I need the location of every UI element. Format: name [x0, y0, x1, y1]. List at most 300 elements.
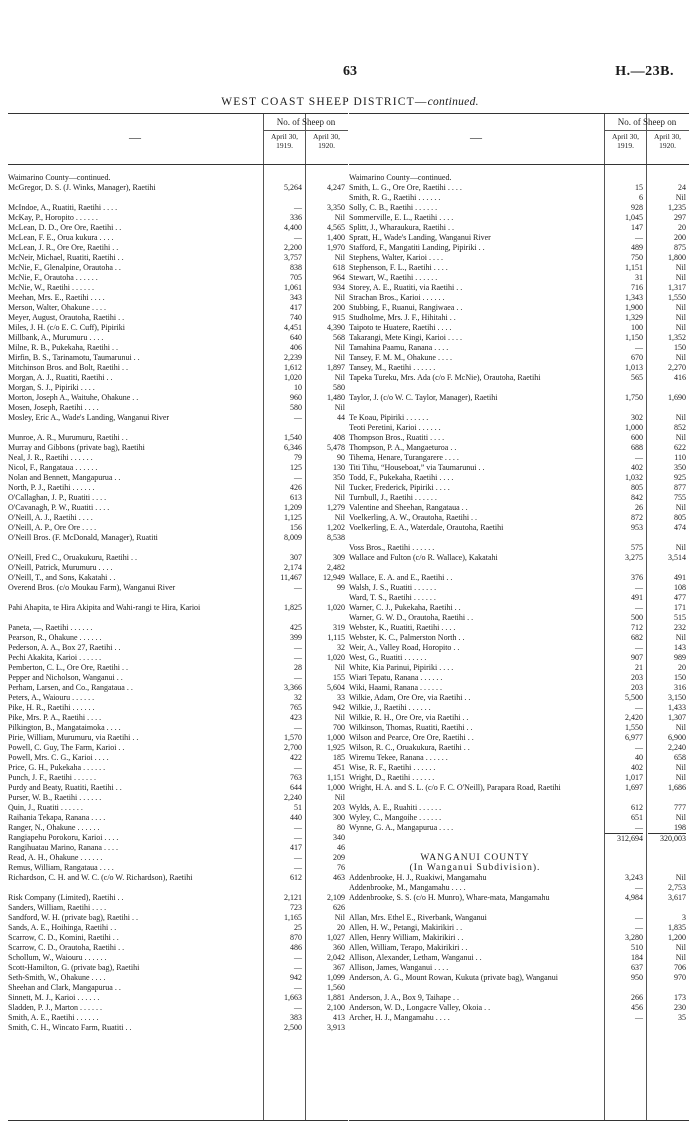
table-row — [8, 983, 348, 993]
sheep-1919: — — [294, 953, 302, 962]
owner-name: Perham, Larsen, and Co., Rangataua . . — [8, 683, 133, 692]
owner-name: O'Neill, A. J., Raetihi . . . . — [8, 513, 93, 522]
table-row — [349, 943, 689, 953]
sheep-1919: 376 — [631, 573, 643, 582]
table-row — [349, 673, 689, 683]
sheep-1920: 1,317 — [668, 283, 686, 292]
sheep-1920: 200 — [333, 303, 345, 312]
sheep-1920: 755 — [674, 493, 686, 502]
sheep-1920: 12,949 — [323, 573, 345, 582]
sheep-1919: 156 — [290, 523, 302, 532]
sheep-1919: 417 — [290, 843, 302, 852]
owner-name: O'Neill, Patrick, Murumuru . . . . — [8, 563, 113, 572]
sheep-1919: 40 — [635, 753, 643, 762]
sheep-1920: Nil — [334, 713, 345, 722]
owner-name: O'Neill, A. P., Ore Ore . . . . — [8, 523, 97, 532]
sheep-1920: 1,020 — [327, 603, 345, 612]
table-row — [8, 253, 348, 263]
sheep-1920: Nil — [334, 213, 345, 222]
table-row — [349, 823, 689, 833]
owner-name: Peters, A., Waiouru . . . . . . — [8, 693, 95, 702]
right-rows — [349, 165, 689, 1023]
sheep-1919: 3,243 — [625, 873, 643, 882]
sheep-1919: 422 — [290, 753, 302, 762]
year-1919-header: April 30, 1919. — [270, 132, 299, 150]
page-number: 63 — [343, 64, 357, 79]
sheep-1920: 1,235 — [668, 203, 686, 212]
table-row — [8, 313, 348, 323]
sheep-1920: 658 — [674, 753, 686, 762]
owner-name: Waimarino County—continued. — [8, 173, 111, 182]
sheep-1920: 6,900 — [668, 733, 686, 742]
sheep-1920: 340 — [333, 833, 345, 842]
sheep-1919: 1,900 — [625, 303, 643, 312]
sheep-1919: 491 — [631, 593, 643, 602]
name-column-header: — — [470, 130, 482, 144]
table-row — [8, 533, 348, 553]
table-row — [349, 483, 689, 493]
sheep-1920: 942 — [333, 703, 345, 712]
table-row — [349, 573, 689, 583]
sheep-1919: 2,121 — [284, 893, 302, 902]
table-row — [349, 423, 689, 433]
table-row — [8, 353, 348, 363]
sheep-1920: 198 — [674, 823, 686, 832]
owner-name: Warner, G. W. D., Orautoha, Raetihi . . — [349, 613, 474, 622]
owner-name: Sandford, W. H. (private bag), Raetihi . . — [8, 913, 138, 922]
table-row — [349, 663, 689, 673]
owner-name: Wright, D., Raetihi . . . . . . — [349, 773, 435, 782]
owner-name: Allison, Alexander, Letham, Wanganui . . — [349, 953, 482, 962]
table-row — [8, 863, 348, 873]
sheep-1920: 491 — [674, 573, 686, 582]
table-row — [349, 1013, 689, 1023]
table-row — [8, 333, 348, 343]
table-row — [8, 653, 348, 663]
owner-name: Weir, A., Valley Road, Horopito . . — [349, 643, 460, 652]
table-row — [349, 193, 689, 203]
owner-name: Te Koau, Pipiriki . . . . . . — [349, 413, 429, 422]
sheep-1919: 805 — [631, 483, 643, 492]
sheep-1920: 20 — [678, 223, 686, 232]
table-row — [349, 253, 689, 263]
sheep-1919: 928 — [631, 203, 643, 212]
table-row — [8, 663, 348, 673]
sheep-1920: 80 — [337, 823, 345, 832]
table-row — [8, 383, 348, 393]
section-heading — [349, 863, 689, 873]
table-row — [8, 823, 348, 833]
table-row — [8, 853, 348, 863]
owner-name: Tamahina Paamu, Ranana . . . . — [349, 343, 449, 352]
table-row — [349, 333, 689, 343]
owner-name: Pirie, William, Murumuru, via Raetihi . . — [8, 733, 139, 742]
owner-name: Turnbull, J., Raetihi . . . . . . — [349, 493, 437, 502]
sheep-1919: 11,467 — [280, 573, 302, 582]
sheep-1920: 350 — [674, 463, 686, 472]
owner-name: Thompson Bros., Ruatiti . . . . — [349, 433, 445, 442]
sheep-1919: 763 — [290, 773, 302, 782]
table-row — [8, 503, 348, 513]
sheep-1919: — — [294, 763, 302, 772]
sheep-count-header: No. of Sheep on — [263, 114, 348, 131]
table-row — [349, 683, 689, 693]
sheep-1919: 712 — [631, 623, 643, 632]
table-row — [8, 403, 348, 413]
sheep-1920: 1,800 — [668, 253, 686, 262]
sheep-1920: 877 — [674, 483, 686, 492]
sheep-1920: 203 — [333, 803, 345, 812]
owner-name: Wilkinson, Thomas, Ruatiti, Raetihi . . — [349, 723, 473, 732]
sheep-1919: 723 — [290, 903, 302, 912]
owner-name: Meyer, August, Orautoha, Raetihi . . — [8, 313, 125, 322]
table-row — [349, 913, 689, 923]
table-row — [349, 503, 689, 513]
sheep-1920: 1,835 — [668, 923, 686, 932]
owner-name: Meehan, Mrs. E., Raetihi . . . . — [8, 293, 105, 302]
owner-name: Wyley, C., Mangoihe . . . . . . — [349, 813, 442, 822]
owner-name: Ranger, N., Ohakune . . . . . . — [8, 823, 100, 832]
sheep-1920: 1,099 — [327, 973, 345, 982]
table-row — [8, 913, 348, 923]
sheep-1920: 1,433 — [668, 703, 686, 712]
table-row — [8, 713, 348, 723]
table-row — [349, 263, 689, 273]
sheep-1920: 1,560 — [327, 983, 345, 992]
table-row — [349, 623, 689, 633]
sheep-1920: 185 — [333, 753, 345, 762]
sheep-1919: 383 — [290, 1013, 302, 1022]
sheep-1920: 934 — [333, 283, 345, 292]
sheep-1920: 319 — [333, 623, 345, 632]
table-header — [349, 114, 689, 165]
sheep-1920: 230 — [674, 1003, 686, 1012]
table-row — [349, 463, 689, 473]
owner-name: Read, A. H., Ohakune . . . . . . — [8, 853, 103, 862]
table-row — [8, 493, 348, 503]
owner-name: Richardson, C. H. and W. C. (c/o W. Richardson), Raetihi — [8, 873, 193, 882]
sheep-1919: 1,045 — [625, 213, 643, 222]
sheep-1920: Nil — [675, 953, 686, 962]
table-row — [349, 313, 689, 323]
sheep-1920: Nil — [334, 293, 345, 302]
owner-name: Thompson, P. A., Mangaeturoa . . — [349, 443, 457, 452]
sheep-1919: 423 — [290, 713, 302, 722]
table-row — [349, 393, 689, 413]
sheep-1920: 1,897 — [327, 363, 345, 372]
owner-name: Allison, James, Wanganui . . . . — [349, 963, 449, 972]
sheep-1920: 309 — [333, 553, 345, 562]
sheep-1920: 110 — [674, 453, 686, 462]
sheep-1920: 297 — [674, 213, 686, 222]
sheep-1920: 2,109 — [327, 893, 345, 902]
sheep-1920: 367 — [333, 963, 345, 972]
sheep-1920: 4,247 — [327, 183, 345, 192]
sheep-1919: 4,451 — [284, 323, 302, 332]
sheep-1919: 765 — [290, 703, 302, 712]
owner-name: Smith, L. G., Ore Ore, Raetihi . . . . — [349, 183, 462, 192]
owner-name: Tansey, F. M. M., Ohakune . . . . — [349, 353, 452, 362]
owner-name: Stephenson, F. L., Raetihi . . . . — [349, 263, 448, 272]
sheep-1919: — — [635, 233, 643, 242]
table-row — [349, 803, 689, 813]
sheep-1919: 2,500 — [284, 1023, 302, 1032]
sheep-1920: 5,478 — [327, 443, 345, 452]
sheep-1920: Nil — [675, 263, 686, 272]
sheep-1919: 705 — [290, 273, 302, 282]
owner-name: Mirfin, B. S., Tarinamotu, Taumarunui . . — [8, 353, 140, 362]
sheep-1919: — — [635, 913, 643, 922]
table-row — [8, 733, 348, 743]
owner-name: Rangiapehu Porokoru, Karioi . . . . — [8, 833, 119, 842]
sheep-1920: 33 — [337, 693, 345, 702]
sheep-1919: 740 — [290, 313, 302, 322]
table-row — [349, 583, 689, 593]
owner-name: Wallace and Fulton (c/o R. Wallace), Kakatahi — [349, 553, 498, 562]
sheep-1920: Nil — [675, 413, 686, 422]
sheep-1920: Nil — [675, 323, 686, 332]
table-row — [8, 393, 348, 403]
table-row — [349, 243, 689, 253]
sheep-1920: 32 — [337, 643, 345, 652]
sheep-1920: 1,202 — [327, 523, 345, 532]
sheep-1919: 307 — [290, 553, 302, 562]
sheep-1919: 640 — [290, 333, 302, 342]
sheep-1920: 200 — [674, 233, 686, 242]
table-row — [8, 933, 348, 943]
sheep-1919: 960 — [290, 393, 302, 402]
table-row — [349, 453, 689, 463]
owner-name: McNie, F., Orautoha . . . . . . — [8, 273, 98, 282]
table-row — [8, 953, 348, 963]
sheep-1919: — — [635, 583, 643, 592]
owner-name: Allen, William, Terapo, Makirikiri . . — [349, 943, 468, 952]
owner-name: Wynne, G. A., Mangapurua . . . . — [349, 823, 454, 832]
table-row — [349, 203, 689, 213]
sheep-1919: 1,825 — [284, 603, 302, 612]
owner-name: Pepper and Nicholson, Wanganui . . — [8, 673, 123, 682]
title-main: WEST COAST SHEEP DISTRICT— — [221, 96, 428, 108]
owner-name: Seth-Smith, W., Ohakune . . . . — [8, 973, 106, 982]
table-row — [349, 213, 689, 223]
table-row — [349, 553, 689, 573]
owner-name: Morton, Joseph A., Waituhe, Ohakune . . — [8, 393, 139, 402]
table-row — [8, 553, 348, 563]
year-1920-header: April 30, 1920. — [653, 132, 682, 150]
sheep-1920: 173 — [674, 993, 686, 1002]
sheep-1919: — — [635, 453, 643, 462]
sheep-1920: 20 — [678, 663, 686, 672]
sheep-1920: Nil — [334, 403, 345, 412]
table-row — [8, 803, 348, 813]
owner-name: Nolan and Bennett, Mangapurua . . — [8, 473, 121, 482]
sheep-1919: 510 — [631, 943, 643, 952]
sheep-1920: Nil — [675, 503, 686, 512]
sheep-1920: 474 — [674, 523, 686, 532]
sheep-1919: 2,700 — [284, 743, 302, 752]
table-row — [8, 783, 348, 793]
sheep-1920: Nil — [334, 793, 345, 802]
owner-name: Wallace, E. A. and E., Raetihi . . — [349, 573, 453, 582]
table-row — [349, 873, 689, 883]
sheep-1920: 350 — [333, 473, 345, 482]
sheep-1919: 489 — [631, 243, 643, 252]
sheep-1919: 953 — [631, 523, 643, 532]
owner-name: Archer, H. J., Mangamahu . . . . — [349, 1013, 450, 1022]
owner-name: White, Kia Parinui, Pipiriki . . . . — [349, 663, 454, 672]
owner-name: Allan, Mrs. Ethel E., Riverbank, Wanganui — [349, 913, 487, 922]
sheep-count-header: No. of Sheep on — [604, 114, 689, 131]
sheep-1920: 99 — [337, 583, 345, 592]
table-row — [8, 453, 348, 463]
owner-name: Wilkie, Adam, Ore Ore, via Raetihi . . — [349, 693, 471, 702]
owner-name: Addenbrooke, H. J., Ruakiwi, Mangamahu — [349, 873, 487, 882]
sheep-1920: 1,027 — [327, 933, 345, 942]
table-row — [349, 993, 689, 1003]
table-row — [349, 713, 689, 723]
table-row — [8, 633, 348, 643]
table-row — [8, 1023, 348, 1033]
sheep-1920: Nil — [334, 343, 345, 352]
sheep-1920: 568 — [333, 333, 345, 342]
sheep-1919: 402 — [631, 763, 643, 772]
sheep-1920: 622 — [674, 443, 686, 452]
owner-name: Sands, A. E., Hoihinga, Raetihi . . — [8, 923, 117, 932]
table-row — [8, 203, 348, 213]
table-row — [8, 833, 348, 843]
sheep-1920: 1,020 — [327, 653, 345, 662]
table-row — [349, 593, 689, 603]
owner-name: Powell, Mrs. C. G., Karioi . . . . — [8, 753, 109, 762]
owner-name: Wiki, Haami, Ranana . . . . . . — [349, 683, 442, 692]
table-row — [8, 523, 348, 533]
owner-name: Voelkerling, A. W., Orautoha, Raetihi . . — [349, 513, 478, 522]
owner-name: McIndoe, A., Ruatiti, Raetihi . . . . — [8, 203, 118, 212]
owner-name: Spratt, H., Wade's Landing, Wanganui River — [349, 233, 491, 242]
table-row — [8, 973, 348, 983]
table-row — [349, 633, 689, 643]
owner-name: Strachan Bros., Karioi . . . . . . — [349, 293, 445, 302]
table-row — [349, 893, 689, 913]
year-1920-header: April 30, 1920. — [312, 132, 341, 150]
owner-name: Splitt, J., Wharaukura, Raetihi . . — [349, 223, 454, 232]
table-row — [349, 523, 689, 543]
owner-name: McLean, D. D., Ore Ore, Raetihi . . — [8, 223, 122, 232]
table-row — [349, 493, 689, 503]
sheep-1919: 312,694 — [605, 833, 643, 844]
owner-name: West, G., Ruatiti . . . . . . — [349, 653, 427, 662]
sheep-1919: 565 — [631, 373, 643, 382]
owner-name: Mosley, Eric A., Wade's Landing, Wanganui River — [8, 413, 170, 422]
sheep-1920: 35 — [678, 1013, 686, 1022]
sheep-1920: Nil — [675, 193, 686, 202]
table-row — [8, 873, 348, 893]
sheep-1920: 8,538 — [327, 533, 345, 542]
owner-name: Merson, Walter, Ohakune . . . . — [8, 303, 106, 312]
owner-name: North, P. J., Raetihi . . . . . . — [8, 483, 95, 492]
sheep-1920: 408 — [333, 433, 345, 442]
sheep-1920: 3,913 — [327, 1023, 345, 1032]
owner-name: O'Neill, Fred C., Oruakukuru, Raetihi . . — [8, 553, 137, 562]
table-row — [8, 1013, 348, 1023]
owner-name: Tansey, M., Raetihi . . . . . . — [349, 363, 436, 372]
sheep-1920: 1,000 — [327, 733, 345, 742]
sheep-1920: 618 — [333, 263, 345, 272]
table-row — [8, 433, 348, 443]
owner-name: Neal, J. R., Raetihi . . . . . . — [8, 453, 93, 462]
owner-name: Stephens, Walter, Karioi . . . . — [349, 253, 443, 262]
table-row — [349, 843, 689, 853]
owner-name: Smith, R. G., Raetihi . . . . . . — [349, 193, 441, 202]
table-row — [8, 473, 348, 483]
sheep-1919: 670 — [631, 353, 643, 362]
table-header — [8, 114, 348, 165]
table-row — [8, 183, 348, 203]
sheep-1919: 125 — [290, 463, 302, 472]
sheep-1919: — — [294, 473, 302, 482]
sheep-1919: 637 — [631, 963, 643, 972]
sheep-1919: 1,061 — [284, 283, 302, 292]
sheep-1920: 316 — [674, 683, 686, 692]
sheep-1919: 942 — [290, 973, 302, 982]
sheep-1919: — — [294, 723, 302, 732]
owner-name: Mosen, Joseph, Raetihi . . . . — [8, 403, 99, 412]
sheep-1919: 6,346 — [284, 443, 302, 452]
sheep-1920: 2,240 — [668, 743, 686, 752]
owner-name: Scott-Hamilton, G. (private bag), Raetihi — [8, 963, 140, 972]
sheep-1919: 3,275 — [625, 553, 643, 562]
sheep-1920: 24 — [678, 183, 686, 192]
sheep-1919: 31 — [635, 273, 643, 282]
owner-name: Stewart, W., Raetihi . . . . . . — [349, 273, 438, 282]
owner-name: Munroe, A. R., Murumuru, Raetihi . . — [8, 433, 128, 442]
sheep-1920: Nil — [334, 373, 345, 382]
table-row — [349, 323, 689, 333]
sheep-1920: 989 — [674, 653, 686, 662]
owner-name: Todd, F., Pukekaha, Raetihi . . . . — [349, 473, 454, 482]
table-row — [8, 753, 348, 763]
sheep-1919: 1,013 — [625, 363, 643, 372]
sheep-1919: 1,000 — [625, 423, 643, 432]
sheep-1919: 51 — [294, 803, 302, 812]
sheep-1919: 1,125 — [284, 513, 302, 522]
table-row — [8, 813, 348, 823]
table-row — [8, 413, 348, 433]
sheep-1920: 706 — [674, 963, 686, 972]
table-row — [349, 363, 689, 373]
sheep-1920: 155 — [333, 673, 345, 682]
sheep-1920: 1,000 — [327, 783, 345, 792]
sheep-1919: — — [294, 983, 302, 992]
owner-name: Allen, H. W., Petangi, Makirikiri . . — [349, 923, 463, 932]
sheep-1920: Nil — [334, 483, 345, 492]
table-row — [8, 703, 348, 713]
sheep-1919: 950 — [631, 973, 643, 982]
table-row — [349, 653, 689, 663]
sheep-1920: 1,480 — [327, 393, 345, 402]
sheep-1919: 651 — [631, 813, 643, 822]
owner-name: Morgan, S. J., Pipiriki . . . . — [8, 383, 95, 392]
sheep-1920: 320,003 — [648, 833, 686, 844]
sheep-1919: 1,329 — [625, 313, 643, 322]
table-row — [349, 373, 689, 393]
sheep-1920: 477 — [674, 593, 686, 602]
owner-name: Pike, Mrs. P. A., Raetihi . . . . — [8, 713, 102, 722]
table-row — [349, 343, 689, 353]
sheep-1920: 209 — [333, 853, 345, 862]
table-row — [349, 233, 689, 243]
owner-name: Schollum, W., Waiouru . . . . . . — [8, 953, 107, 962]
